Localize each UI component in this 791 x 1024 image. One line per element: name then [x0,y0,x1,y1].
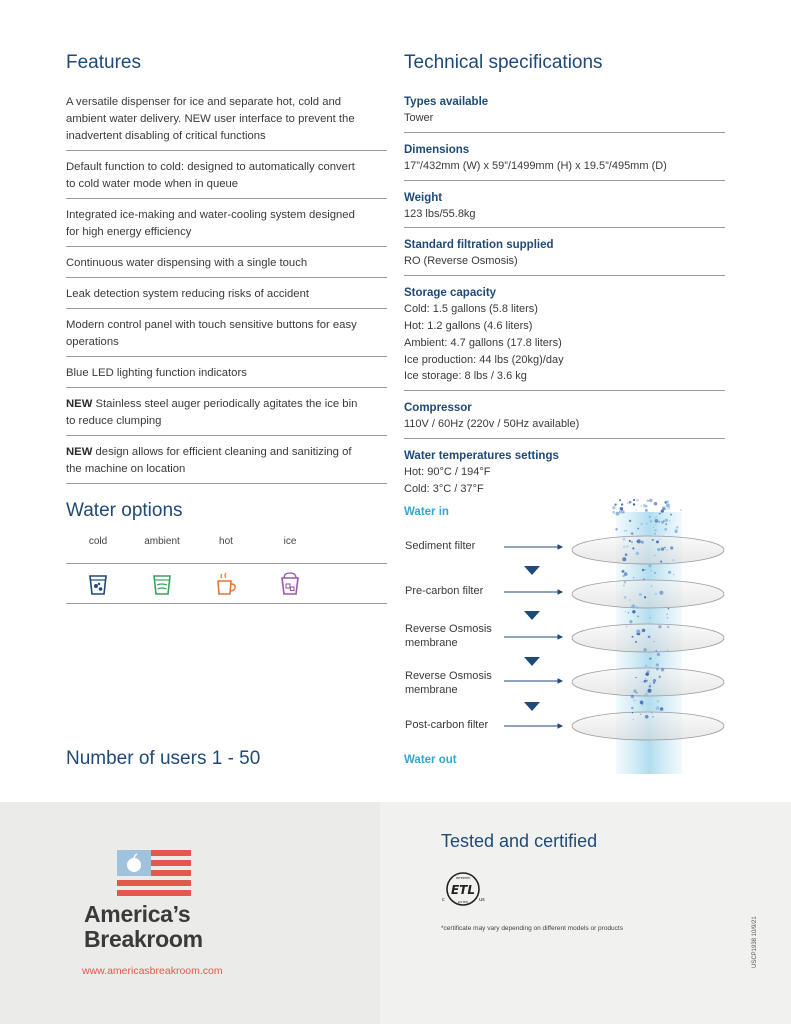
filter-stage-label: Reverse Osmosis membrane [405,670,492,696]
water-particle [635,677,636,678]
water-particle [648,689,652,693]
water-particle [668,571,671,574]
water-particle [664,547,666,549]
water-particle [645,569,646,570]
svg-text:ETL: ETL [450,883,476,897]
water-particle [642,629,646,633]
water-particle [650,683,651,684]
tech-specs-title: Technical specifications [404,52,603,73]
water-particle [675,529,678,532]
brand-flag-logo [117,850,191,896]
spec-item: Weight 123 lbs/55.8kg [404,190,725,229]
water-particle [645,715,649,719]
water-particle [615,528,617,530]
water-particle [626,530,628,532]
water-particle [622,575,624,577]
water-particle [633,699,635,701]
flow-down-icon [524,702,540,711]
spec-item: Dimensions 17”/432mm (W) x 59”/1499mm (H) x 19.5”/495mm (D) [404,142,725,181]
filter-stage-label: Sediment filter [405,540,476,552]
water-particle [658,625,661,628]
water-particle [666,614,667,615]
water-particle [636,630,640,634]
flow-down-icon [524,657,540,666]
water-particle [656,663,659,666]
water-particle [652,539,654,541]
water-particle [654,529,657,532]
water-particle [664,528,667,531]
water-particle [625,553,628,556]
water-particle [642,569,645,572]
water-particle [645,509,648,512]
water-particle [665,523,667,525]
water-out-label: Water out [404,754,457,766]
water-particle [653,527,654,528]
water-particle [629,620,632,623]
spec-item: Standard filtration supplied RO (Reverse Osmosis) [404,237,725,276]
water-particle [656,540,659,543]
water-particle [670,514,672,516]
water-particle [646,523,647,524]
water-particle [643,504,646,507]
water-particle [631,604,635,608]
filtration-diagram [490,492,730,782]
water-particle [637,616,639,618]
water-particle [624,530,626,532]
water-particle [646,680,648,682]
water-particle [629,599,631,601]
option-label-ambient: ambient [144,536,180,547]
water-particle [659,513,661,515]
water-particle [673,559,675,561]
water-particle [621,504,622,505]
water-particle [637,539,641,543]
water-particle [670,546,673,549]
water-particle [616,503,618,505]
water-particle [644,596,646,598]
water-in-label: Water in [404,506,449,518]
features-title: Features [66,52,141,73]
water-particle [626,545,628,547]
water-particle [650,520,652,522]
water-particle [661,668,664,671]
water-particle [632,610,635,613]
filter-stage-label: Post-carbon filter [405,719,489,731]
water-particle [636,606,638,608]
water-particle [667,563,669,565]
water-particle [661,547,664,550]
water-particle [651,712,653,714]
water-particle [653,679,656,682]
water-particle [639,593,642,596]
water-particle [649,516,651,518]
filter-disc [572,580,724,608]
svg-text:INTERTEK: INTERTEK [455,876,471,880]
spec-item: Types available Tower [404,94,725,133]
filter-stage-label: Reverse Osmosis membrane [405,623,492,649]
water-particle [655,519,659,523]
water-particle [654,572,656,574]
water-options-title: Water options [66,500,183,521]
water-particle [633,690,636,693]
water-particle [632,636,634,638]
feature-item: NEW design allows for efficient cleaning and sanitizing of the machine on location [66,444,387,484]
option-label-ice: ice [283,536,297,547]
water-particle [629,540,631,542]
water-particle [624,581,627,584]
water-particle [635,641,637,643]
water-particle [624,596,627,599]
water-particle [666,504,670,508]
hot-mug-icon [215,572,237,596]
water-particle [673,574,674,575]
water-particle [633,577,634,578]
spec-item: Storage capacity Cold: 1.5 gallons (5.8 liters) Hot: 1.2 gallons (4.6 liters) Ambient: 4.7 gallons (17.8 liters) Ice production: 44 lbs (20kg)/day Ice storage: 8 lbs / 3.6 kg [404,285,725,391]
features-list [66,94,387,492]
water-particle [640,714,641,715]
water-particle [637,528,639,530]
water-particle [654,554,656,556]
spec-item: Water temperatures settings Hot: 90°C / 194°F Cold: 3°C / 37°F [404,449,559,495]
water-particle [612,511,615,514]
water-particle [633,719,634,720]
cert-title: Tested and certified [441,831,598,851]
feature-item: NEW Stainless steel auger periodically agitates the ice bin to reduce clumping [66,396,387,436]
ice-cup-icon [279,572,301,596]
water-particle [654,641,656,643]
etl-certification-mark [441,871,491,907]
number-of-users: Number of users 1 - 50 [66,748,261,769]
water-particle [659,591,663,595]
water-particle [640,505,642,507]
filter-disc [572,536,724,564]
water-particle [665,519,668,522]
water-particle [636,499,639,502]
water-options-labels [66,536,387,564]
water-particle [659,539,660,540]
water-particle [623,538,626,541]
brand-name: America’s Breakroom [84,901,203,952]
water-particle [655,516,657,518]
feature-item: Default function to cold: designed to automatically convert to cold water mode when in queue [66,159,387,199]
svg-text:c: c [442,897,445,903]
water-particle [632,547,634,549]
water-particle [627,502,629,504]
water-particle [648,635,651,638]
water-particle [668,608,669,609]
water-particle [635,509,637,511]
brand-url-link[interactable]: www.americasbreakroom.com [82,965,223,977]
water-particle [649,658,651,660]
option-label-cold: cold [88,536,108,547]
water-particle [640,701,644,705]
water-particle [631,695,635,699]
water-particle [680,509,681,510]
flow-down-icon [524,611,540,620]
feature-item: Blue LED lighting function indicators [66,365,387,388]
water-particle [654,502,658,506]
water-particle [647,500,649,502]
water-particle [666,549,668,551]
water-particle [615,512,619,516]
ambient-cup-icon [151,572,173,596]
water-particle [629,501,632,504]
water-particle [644,680,647,683]
water-particle [645,665,647,667]
water-particle [661,521,664,524]
tech-specs-list [404,94,725,512]
water-particle [644,648,647,651]
water-particle [659,676,661,678]
water-particle [649,617,651,619]
water-particle [645,672,649,676]
spec-item: Compressor 110V / 60Hz (220v / 50Hz available) [404,400,725,439]
water-particle [628,612,629,613]
water-particle [636,552,639,555]
svg-text:us: us [479,897,485,903]
water-particle [622,570,625,573]
water-particle [640,523,643,526]
water-particle [622,557,626,561]
water-particle [633,499,635,501]
water-particle [660,707,664,711]
water-particle [631,541,633,543]
water-particle [651,585,653,587]
water-particle [654,533,655,534]
water-particle [660,561,662,563]
cold-cup-icon [87,572,109,596]
svg-text:LISTED: LISTED [457,900,469,904]
water-particle [657,700,659,702]
water-particle [658,521,660,523]
water-particle [652,716,654,718]
water-particle [676,526,678,528]
water-particle [626,625,628,627]
water-particle [655,592,658,595]
water-particle [656,706,660,710]
water-particle [667,617,669,619]
water-particle [619,499,621,501]
water-particle [669,520,671,522]
water-particle [656,668,659,671]
flow-down-icon [524,566,540,575]
water-particle [621,510,624,513]
water-particle [667,649,669,651]
filter-disc [572,624,724,652]
water-particle [655,524,657,526]
water-particle [648,564,651,567]
cert-footnote: *certificate may vary depending on different models or products [441,925,623,932]
water-particle [629,520,631,522]
feature-item: Modern control panel with touch sensitive buttons for easy operations [66,317,387,357]
water-particle [649,685,652,688]
water-particle [644,692,648,696]
water-particle [649,499,653,503]
water-particle [623,545,626,548]
water-particle [625,611,626,612]
feature-item: Continuous water dispensing with a single touch [66,255,387,278]
water-particle [666,500,669,503]
feature-item: Leak detection system reducing risks of accident [66,286,387,309]
document-id: USCP1938 10/9/21 [752,916,758,968]
feature-item: A versatile dispenser for ice and separate hot, cold and ambient water delivery. NEW user interface to prevent the inadvertent disabling of critical functions [66,94,387,151]
water-particle [631,532,634,535]
water-particle [664,508,666,510]
water-particle [657,548,660,551]
water-options-icons [66,564,387,604]
water-particle [633,503,635,505]
water-particle [643,578,645,580]
water-particle [657,653,660,656]
water-particle [632,712,633,713]
water-particle [651,570,653,572]
water-particle [645,678,646,679]
feature-item: Integrated ice-making and water-cooling system designed for high energy efficiency [66,207,387,247]
water-particle [642,681,644,683]
water-particle [641,541,644,544]
filter-stage-label: Pre-carbon filter [405,585,484,597]
water-particle [667,625,670,628]
water-particle [623,585,625,587]
water-particle [655,650,657,652]
water-particle [612,506,615,509]
water-particle [631,707,633,709]
option-label-hot: hot [219,536,233,547]
